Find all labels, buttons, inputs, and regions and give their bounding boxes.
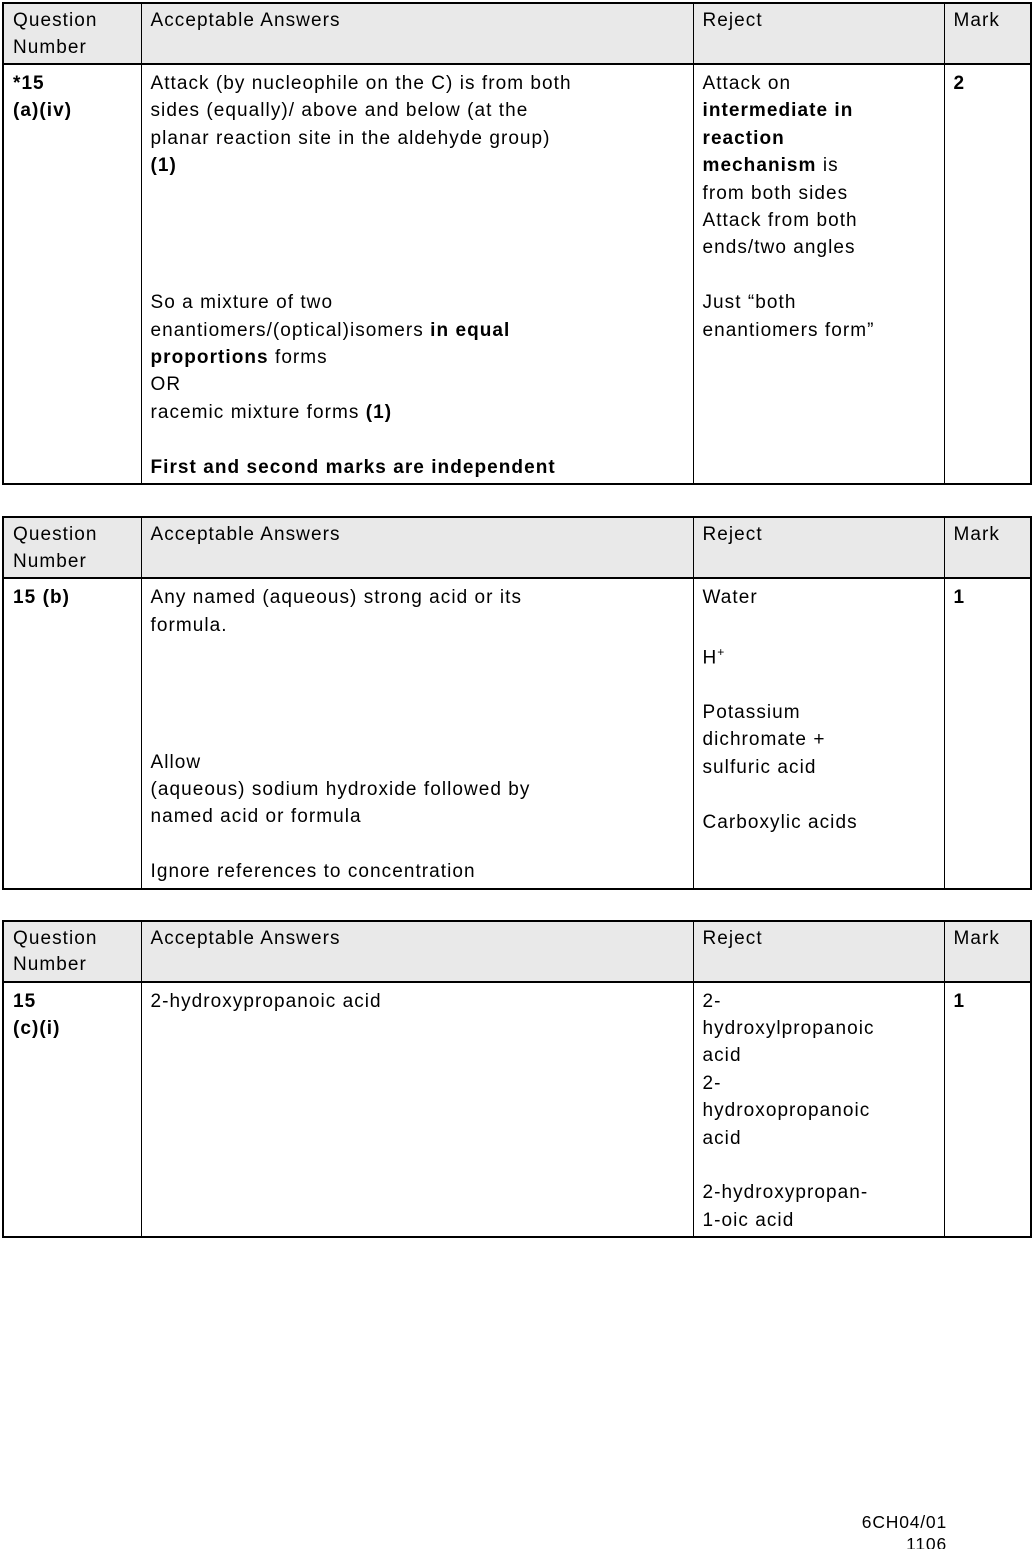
text-line: enantiomers/(optical)isomers in equal bbox=[150, 319, 511, 341]
acceptable-answers-cell bbox=[141, 578, 693, 888]
text-line: (a)(iv) bbox=[13, 100, 73, 122]
text-line bbox=[151, 262, 685, 289]
text-line: racemic mixture forms (1) bbox=[150, 401, 393, 423]
text-line bbox=[703, 672, 936, 699]
acceptable-answers-cell bbox=[141, 64, 693, 484]
text-line: formula. bbox=[150, 614, 228, 636]
header-mark: Mark bbox=[944, 921, 1031, 982]
text-line: enantiomers form” bbox=[702, 319, 875, 341]
text-line: sulfuric acid bbox=[702, 756, 817, 778]
mark-cell bbox=[944, 578, 1031, 888]
text-line: sides (equally)/ above and below (at the bbox=[150, 100, 529, 122]
reject-cell bbox=[693, 982, 944, 1238]
text-line: reaction bbox=[702, 127, 785, 149]
text-line: named acid or formula bbox=[150, 806, 362, 828]
header-acceptable-answers: Acceptable Answers bbox=[141, 921, 693, 982]
text-line: 1 bbox=[953, 587, 966, 609]
text-line bbox=[151, 639, 685, 666]
text-line: acid bbox=[702, 1045, 742, 1067]
text-line: 1 bbox=[953, 990, 966, 1012]
text-line: 15 (b) bbox=[13, 587, 70, 609]
reject-cell bbox=[693, 578, 944, 888]
reject-cell bbox=[693, 64, 944, 484]
header-mark: Mark bbox=[944, 517, 1031, 578]
header-row bbox=[3, 517, 1031, 578]
text-line: Attack (by nucleophile on the C) is from both bbox=[150, 73, 572, 94]
header-reject: Reject bbox=[693, 921, 944, 982]
mark-cell bbox=[944, 982, 1031, 1238]
text-line: 2 bbox=[953, 73, 966, 94]
text-line: intermediate in bbox=[702, 100, 854, 122]
text-line: Potassium bbox=[702, 702, 801, 724]
markscheme-table-q15ci bbox=[2, 920, 1032, 1239]
text-line: Water bbox=[702, 587, 758, 609]
text-line bbox=[151, 207, 685, 234]
text-line: Attack on bbox=[702, 73, 792, 94]
question-number-cell bbox=[3, 982, 141, 1238]
text-line: 2- bbox=[702, 990, 722, 1012]
markscheme-table-q15b bbox=[2, 516, 1032, 889]
header-reject: Reject bbox=[693, 517, 944, 578]
text-line: planar reaction site in the aldehyde group) bbox=[150, 127, 551, 149]
text-line: First and second marks are independent bbox=[150, 456, 556, 478]
header-mark: Mark bbox=[944, 3, 1031, 64]
text-line bbox=[703, 262, 936, 289]
session-code: 1106 bbox=[906, 1534, 947, 1549]
text-line bbox=[151, 721, 685, 748]
header-row bbox=[3, 3, 1031, 64]
question-number-cell bbox=[3, 64, 141, 484]
text-line: (c)(i) bbox=[13, 1017, 61, 1039]
acceptable-answers-cell bbox=[141, 982, 693, 1238]
text-line: hydroxopropanoic bbox=[702, 1100, 871, 1122]
header-question-number: Question Number bbox=[3, 921, 141, 982]
text-line: (aqueous) sodium hydroxide followed by bbox=[150, 778, 531, 800]
text-line: 2-hydroxypropan- bbox=[702, 1182, 869, 1204]
text-line: Allow bbox=[150, 751, 202, 773]
text-line bbox=[151, 666, 685, 693]
text-line bbox=[151, 234, 685, 261]
text-line: 15 bbox=[13, 990, 37, 1012]
header-acceptable-answers: Acceptable Answers bbox=[141, 517, 693, 578]
text-line: Attack from both bbox=[702, 210, 858, 232]
text-line: mechanism is bbox=[702, 155, 839, 177]
header-row bbox=[3, 921, 1031, 982]
text-line: H+ bbox=[702, 644, 725, 669]
header-acceptable-answers: Acceptable Answers bbox=[141, 3, 693, 64]
text-line: *15 bbox=[13, 73, 45, 94]
text-line: Ignore references to concentration bbox=[150, 861, 476, 883]
text-line: proportions forms bbox=[150, 347, 328, 369]
header-reject: Reject bbox=[693, 3, 944, 64]
text-line: Any named (aqueous) strong acid or its bbox=[150, 587, 523, 609]
text-line: OR bbox=[150, 374, 182, 396]
text-line bbox=[151, 426, 685, 453]
markscheme-table-q15aiv bbox=[2, 2, 1032, 485]
paper-code: 6CH04/01 bbox=[861, 1512, 947, 1532]
text-line: So a mixture of two bbox=[150, 292, 334, 314]
text-line bbox=[151, 694, 685, 721]
text-line: 2-hydroxypropanoic acid bbox=[150, 990, 382, 1012]
text-line: 1-oic acid bbox=[702, 1209, 795, 1231]
text-line: acid bbox=[702, 1127, 742, 1149]
text-line: (1) bbox=[150, 155, 177, 177]
text-line bbox=[703, 781, 936, 808]
text-line: Just “both bbox=[702, 292, 797, 314]
text-line: from both sides bbox=[702, 182, 849, 204]
text-line bbox=[151, 831, 685, 858]
question-number-cell bbox=[3, 578, 141, 888]
text-line bbox=[703, 1152, 936, 1179]
table-row bbox=[3, 982, 1031, 1238]
header-question-number: Question Number bbox=[3, 3, 141, 64]
mark-cell bbox=[944, 64, 1031, 484]
text-line bbox=[703, 612, 936, 639]
table-row bbox=[3, 64, 1031, 484]
table-row bbox=[3, 578, 1031, 888]
text-line: hydroxylpropanoic bbox=[702, 1017, 875, 1039]
text-line bbox=[151, 180, 685, 207]
text-line: Carboxylic acids bbox=[702, 811, 858, 833]
text-line: dichromate + bbox=[702, 729, 826, 751]
text-line: ends/two angles bbox=[702, 237, 856, 259]
header-question-number: Question Number bbox=[3, 517, 141, 578]
page-footer bbox=[862, 1511, 947, 1549]
text-line: 2- bbox=[702, 1072, 722, 1094]
